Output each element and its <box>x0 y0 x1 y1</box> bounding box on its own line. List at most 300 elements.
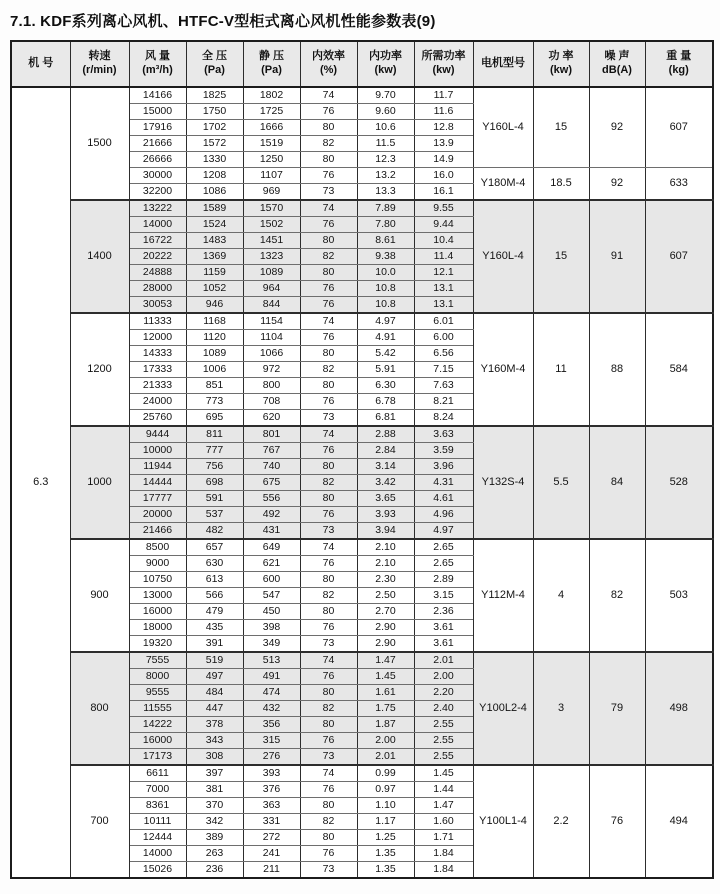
static-pressure-cell: 1451 <box>243 233 300 249</box>
internal-power-cell: 1.61 <box>357 685 414 701</box>
total-pressure-cell: 519 <box>186 652 243 669</box>
efficiency-cell: 76 <box>300 297 357 314</box>
air-volume-cell: 17916 <box>129 120 186 136</box>
required-power-cell: 10.4 <box>414 233 473 249</box>
efficiency-cell: 82 <box>300 249 357 265</box>
static-pressure-cell: 1666 <box>243 120 300 136</box>
efficiency-cell: 76 <box>300 620 357 636</box>
internal-power-cell: 2.00 <box>357 733 414 749</box>
air-volume-cell: 25760 <box>129 410 186 427</box>
static-pressure-cell: 331 <box>243 814 300 830</box>
required-power-cell: 11.6 <box>414 104 473 120</box>
static-pressure-cell: 1089 <box>243 265 300 281</box>
static-pressure-cell: 276 <box>243 749 300 766</box>
col-header-label: 重 量 <box>666 50 692 63</box>
internal-power-cell: 13.2 <box>357 168 414 184</box>
efficiency-cell: 80 <box>300 378 357 394</box>
required-power-cell: 7.15 <box>414 362 473 378</box>
static-pressure-cell: 393 <box>243 765 300 782</box>
required-power-cell: 14.9 <box>414 152 473 168</box>
efficiency-cell: 80 <box>300 120 357 136</box>
required-power-cell: 1.47 <box>414 798 473 814</box>
total-pressure-cell: 370 <box>186 798 243 814</box>
motor-model-cell: Y160L-4 <box>473 87 533 168</box>
total-pressure-cell: 342 <box>186 814 243 830</box>
weight-cell: 607 <box>645 200 713 313</box>
static-pressure-cell: 513 <box>243 652 300 669</box>
air-volume-cell: 9555 <box>129 685 186 701</box>
efficiency-cell: 74 <box>300 200 357 217</box>
total-pressure-cell: 236 <box>186 862 243 879</box>
efficiency-cell: 80 <box>300 798 357 814</box>
col-header-required-power <box>414 41 473 87</box>
col-header-speed <box>70 41 129 87</box>
motor-model-cell: Y180M-4 <box>473 168 533 201</box>
speed-cell: 1200 <box>70 313 129 426</box>
required-power-cell: 1.60 <box>414 814 473 830</box>
static-pressure-cell: 1570 <box>243 200 300 217</box>
total-pressure-cell: 811 <box>186 426 243 443</box>
internal-power-cell: 6.78 <box>357 394 414 410</box>
air-volume-cell: 15000 <box>129 104 186 120</box>
total-pressure-cell: 630 <box>186 556 243 572</box>
total-pressure-cell: 756 <box>186 459 243 475</box>
air-volume-cell: 24888 <box>129 265 186 281</box>
efficiency-cell: 82 <box>300 701 357 717</box>
motor-power-cell: 15 <box>533 87 589 168</box>
efficiency-cell: 74 <box>300 539 357 556</box>
efficiency-cell: 80 <box>300 491 357 507</box>
internal-power-cell: 8.61 <box>357 233 414 249</box>
fan-table-body <box>11 87 713 878</box>
col-header-air-volume <box>129 41 186 87</box>
total-pressure-cell: 657 <box>186 539 243 556</box>
required-power-cell: 6.56 <box>414 346 473 362</box>
air-volume-cell: 6611 <box>129 765 186 782</box>
internal-power-cell: 7.80 <box>357 217 414 233</box>
internal-power-cell: 12.3 <box>357 152 414 168</box>
air-volume-cell: 14222 <box>129 717 186 733</box>
efficiency-cell: 80 <box>300 346 357 362</box>
internal-power-cell: 4.97 <box>357 313 414 330</box>
required-power-cell: 6.01 <box>414 313 473 330</box>
efficiency-cell: 76 <box>300 733 357 749</box>
static-pressure-cell: 398 <box>243 620 300 636</box>
efficiency-cell: 80 <box>300 152 357 168</box>
col-header-static-pressure <box>243 41 300 87</box>
static-pressure-cell: 708 <box>243 394 300 410</box>
total-pressure-cell: 1208 <box>186 168 243 184</box>
static-pressure-cell: 972 <box>243 362 300 378</box>
internal-power-cell: 2.90 <box>357 636 414 653</box>
air-volume-cell: 12444 <box>129 830 186 846</box>
air-volume-cell: 21466 <box>129 523 186 540</box>
total-pressure-cell: 1006 <box>186 362 243 378</box>
col-header-weight <box>645 41 713 87</box>
required-power-cell: 12.8 <box>414 120 473 136</box>
static-pressure-cell: 969 <box>243 184 300 201</box>
fan-performance-table <box>10 40 714 879</box>
air-volume-cell: 24000 <box>129 394 186 410</box>
air-volume-cell: 20222 <box>129 249 186 265</box>
col-header-label: 转速 <box>88 50 111 63</box>
efficiency-cell: 74 <box>300 87 357 104</box>
static-pressure-cell: 1107 <box>243 168 300 184</box>
required-power-cell: 1.44 <box>414 782 473 798</box>
col-header-unit: (Pa) <box>261 64 282 76</box>
total-pressure-cell: 695 <box>186 410 243 427</box>
weight-cell: 528 <box>645 426 713 539</box>
total-pressure-cell: 1159 <box>186 265 243 281</box>
internal-power-cell: 5.91 <box>357 362 414 378</box>
air-volume-cell: 10000 <box>129 443 186 459</box>
total-pressure-cell: 479 <box>186 604 243 620</box>
total-pressure-cell: 447 <box>186 701 243 717</box>
static-pressure-cell: 450 <box>243 604 300 620</box>
internal-power-cell: 1.47 <box>357 652 414 669</box>
efficiency-cell: 76 <box>300 669 357 685</box>
air-volume-cell: 11555 <box>129 701 186 717</box>
table-row <box>11 313 713 330</box>
internal-power-cell: 1.87 <box>357 717 414 733</box>
internal-power-cell: 3.42 <box>357 475 414 491</box>
motor-power-cell: 15 <box>533 200 589 313</box>
total-pressure-cell: 1702 <box>186 120 243 136</box>
required-power-cell: 16.1 <box>414 184 473 201</box>
air-volume-cell: 7000 <box>129 782 186 798</box>
total-pressure-cell: 1052 <box>186 281 243 297</box>
total-pressure-cell: 397 <box>186 765 243 782</box>
motor-model-cell: Y100L1-4 <box>473 765 533 878</box>
required-power-cell: 2.65 <box>414 556 473 572</box>
efficiency-cell: 82 <box>300 475 357 491</box>
required-power-cell: 1.45 <box>414 765 473 782</box>
internal-power-cell: 7.89 <box>357 200 414 217</box>
internal-power-cell: 4.91 <box>357 330 414 346</box>
motor-model-cell: Y160L-4 <box>473 200 533 313</box>
internal-power-cell: 2.70 <box>357 604 414 620</box>
col-header-unit: (kw) <box>432 64 455 76</box>
internal-power-cell: 9.38 <box>357 249 414 265</box>
total-pressure-cell: 435 <box>186 620 243 636</box>
col-header-machine-no <box>11 41 70 87</box>
static-pressure-cell: 432 <box>243 701 300 717</box>
air-volume-cell: 10111 <box>129 814 186 830</box>
internal-power-cell: 2.88 <box>357 426 414 443</box>
static-pressure-cell: 492 <box>243 507 300 523</box>
static-pressure-cell: 315 <box>243 733 300 749</box>
internal-power-cell: 3.14 <box>357 459 414 475</box>
required-power-cell: 4.61 <box>414 491 473 507</box>
air-volume-cell: 13222 <box>129 200 186 217</box>
internal-power-cell: 11.5 <box>357 136 414 152</box>
col-header-label: 内功率 <box>369 50 402 63</box>
air-volume-cell: 9000 <box>129 556 186 572</box>
efficiency-cell: 73 <box>300 523 357 540</box>
air-volume-cell: 20000 <box>129 507 186 523</box>
efficiency-cell: 76 <box>300 556 357 572</box>
air-volume-cell: 15026 <box>129 862 186 879</box>
noise-cell: 92 <box>589 87 645 168</box>
air-volume-cell: 17333 <box>129 362 186 378</box>
required-power-cell: 2.01 <box>414 652 473 669</box>
motor-model-cell: Y112M-4 <box>473 539 533 652</box>
total-pressure-cell: 613 <box>186 572 243 588</box>
total-pressure-cell: 591 <box>186 491 243 507</box>
total-pressure-cell: 1825 <box>186 87 243 104</box>
required-power-cell: 9.55 <box>414 200 473 217</box>
efficiency-cell: 76 <box>300 443 357 459</box>
efficiency-cell: 76 <box>300 104 357 120</box>
required-power-cell: 3.96 <box>414 459 473 475</box>
total-pressure-cell: 497 <box>186 669 243 685</box>
speed-cell: 700 <box>70 765 129 878</box>
air-volume-cell: 10750 <box>129 572 186 588</box>
internal-power-cell: 2.90 <box>357 620 414 636</box>
air-volume-cell: 14000 <box>129 217 186 233</box>
static-pressure-cell: 620 <box>243 410 300 427</box>
motor-model-cell: Y132S-4 <box>473 426 533 539</box>
required-power-cell: 3.61 <box>414 636 473 653</box>
static-pressure-cell: 241 <box>243 846 300 862</box>
table-row <box>11 765 713 782</box>
static-pressure-cell: 349 <box>243 636 300 653</box>
col-header-unit: (kg) <box>668 64 689 76</box>
total-pressure-cell: 391 <box>186 636 243 653</box>
noise-cell: 91 <box>589 200 645 313</box>
noise-cell: 84 <box>589 426 645 539</box>
internal-power-cell: 13.3 <box>357 184 414 201</box>
total-pressure-cell: 381 <box>186 782 243 798</box>
motor-power-cell: 18.5 <box>533 168 589 201</box>
internal-power-cell: 2.01 <box>357 749 414 766</box>
efficiency-cell: 76 <box>300 846 357 862</box>
total-pressure-cell: 484 <box>186 685 243 701</box>
static-pressure-cell: 1066 <box>243 346 300 362</box>
internal-power-cell: 1.45 <box>357 669 414 685</box>
col-header-label: 静 压 <box>258 50 285 63</box>
required-power-cell: 3.59 <box>414 443 473 459</box>
noise-cell: 79 <box>589 652 645 765</box>
required-power-cell: 13.1 <box>414 297 473 314</box>
col-header-unit: (kw) <box>550 64 572 76</box>
efficiency-cell: 73 <box>300 410 357 427</box>
motor-power-cell: 11 <box>533 313 589 426</box>
required-power-cell: 1.71 <box>414 830 473 846</box>
internal-power-cell: 3.94 <box>357 523 414 540</box>
noise-cell: 76 <box>589 765 645 878</box>
col-header-unit: dB(A) <box>602 64 632 76</box>
required-power-cell: 12.1 <box>414 265 473 281</box>
air-volume-cell: 8000 <box>129 669 186 685</box>
efficiency-cell: 74 <box>300 765 357 782</box>
total-pressure-cell: 851 <box>186 378 243 394</box>
air-volume-cell: 17173 <box>129 749 186 766</box>
total-pressure-cell: 946 <box>186 297 243 314</box>
efficiency-cell: 82 <box>300 136 357 152</box>
required-power-cell: 2.89 <box>414 572 473 588</box>
internal-power-cell: 0.99 <box>357 765 414 782</box>
col-header-label: 电机型号 <box>481 57 525 70</box>
efficiency-cell: 80 <box>300 572 357 588</box>
total-pressure-cell: 777 <box>186 443 243 459</box>
static-pressure-cell: 1519 <box>243 136 300 152</box>
air-volume-cell: 32200 <box>129 184 186 201</box>
total-pressure-cell: 308 <box>186 749 243 766</box>
air-volume-cell: 17777 <box>129 491 186 507</box>
weight-cell: 584 <box>645 313 713 426</box>
total-pressure-cell: 482 <box>186 523 243 540</box>
internal-power-cell: 6.81 <box>357 410 414 427</box>
total-pressure-cell: 773 <box>186 394 243 410</box>
efficiency-cell: 76 <box>300 217 357 233</box>
internal-power-cell: 5.42 <box>357 346 414 362</box>
required-power-cell: 4.96 <box>414 507 473 523</box>
col-header-label: 功 率 <box>548 50 574 63</box>
efficiency-cell: 80 <box>300 717 357 733</box>
static-pressure-cell: 1154 <box>243 313 300 330</box>
total-pressure-cell: 389 <box>186 830 243 846</box>
page-title: 7.1. KDF系列离心风机、HTFC-V型柜式离心风机性能参数表(9) <box>10 13 436 30</box>
efficiency-cell: 82 <box>300 362 357 378</box>
col-header-motor-model <box>473 41 533 87</box>
total-pressure-cell: 1086 <box>186 184 243 201</box>
required-power-cell: 2.40 <box>414 701 473 717</box>
required-power-cell: 3.61 <box>414 620 473 636</box>
required-power-cell: 11.7 <box>414 87 473 104</box>
required-power-cell: 3.15 <box>414 588 473 604</box>
internal-power-cell: 2.30 <box>357 572 414 588</box>
internal-power-cell: 10.8 <box>357 281 414 297</box>
total-pressure-cell: 1330 <box>186 152 243 168</box>
air-volume-cell: 8500 <box>129 539 186 556</box>
motor-power-cell: 4 <box>533 539 589 652</box>
weight-cell: 607 <box>645 87 713 168</box>
col-header-unit: (kw) <box>374 64 397 76</box>
efficiency-cell: 82 <box>300 588 357 604</box>
noise-cell: 92 <box>589 168 645 201</box>
motor-power-cell: 3 <box>533 652 589 765</box>
static-pressure-cell: 801 <box>243 426 300 443</box>
motor-power-cell: 5.5 <box>533 426 589 539</box>
required-power-cell: 1.84 <box>414 862 473 879</box>
air-volume-cell: 8361 <box>129 798 186 814</box>
total-pressure-cell: 1369 <box>186 249 243 265</box>
static-pressure-cell: 740 <box>243 459 300 475</box>
air-volume-cell: 21666 <box>129 136 186 152</box>
col-header-unit: (r/min) <box>82 64 117 76</box>
required-power-cell: 8.24 <box>414 410 473 427</box>
static-pressure-cell: 491 <box>243 669 300 685</box>
static-pressure-cell: 356 <box>243 717 300 733</box>
motor-model-cell: Y160M-4 <box>473 313 533 426</box>
internal-power-cell: 1.17 <box>357 814 414 830</box>
efficiency-cell: 74 <box>300 652 357 669</box>
efficiency-cell: 73 <box>300 184 357 201</box>
air-volume-cell: 14444 <box>129 475 186 491</box>
col-header-unit: (%) <box>319 64 338 76</box>
table-row <box>11 200 713 217</box>
total-pressure-cell: 537 <box>186 507 243 523</box>
required-power-cell: 2.00 <box>414 669 473 685</box>
required-power-cell: 4.31 <box>414 475 473 491</box>
required-power-cell: 7.63 <box>414 378 473 394</box>
air-volume-cell: 21333 <box>129 378 186 394</box>
required-power-cell: 2.20 <box>414 685 473 701</box>
col-header-label: 全 压 <box>201 50 228 63</box>
col-header-label: 内效率 <box>312 50 345 63</box>
table-row <box>11 652 713 669</box>
weight-cell: 503 <box>645 539 713 652</box>
efficiency-cell: 76 <box>300 281 357 297</box>
internal-power-cell: 1.35 <box>357 862 414 879</box>
col-header-power <box>533 41 589 87</box>
noise-cell: 82 <box>589 539 645 652</box>
air-volume-cell: 14333 <box>129 346 186 362</box>
efficiency-cell: 76 <box>300 782 357 798</box>
required-power-cell: 4.97 <box>414 523 473 540</box>
internal-power-cell: 1.25 <box>357 830 414 846</box>
static-pressure-cell: 272 <box>243 830 300 846</box>
static-pressure-cell: 844 <box>243 297 300 314</box>
static-pressure-cell: 675 <box>243 475 300 491</box>
static-pressure-cell: 800 <box>243 378 300 394</box>
efficiency-cell: 76 <box>300 394 357 410</box>
efficiency-cell: 76 <box>300 168 357 184</box>
internal-power-cell: 6.30 <box>357 378 414 394</box>
internal-power-cell: 2.84 <box>357 443 414 459</box>
required-power-cell: 2.55 <box>414 717 473 733</box>
weight-cell: 498 <box>645 652 713 765</box>
required-power-cell: 2.36 <box>414 604 473 620</box>
efficiency-cell: 80 <box>300 685 357 701</box>
internal-power-cell: 10.6 <box>357 120 414 136</box>
internal-power-cell: 1.10 <box>357 798 414 814</box>
air-volume-cell: 30053 <box>129 297 186 314</box>
col-header-total-pressure <box>186 41 243 87</box>
air-volume-cell: 14000 <box>129 846 186 862</box>
required-power-cell: 2.55 <box>414 749 473 766</box>
air-volume-cell: 18000 <box>129 620 186 636</box>
total-pressure-cell: 1524 <box>186 217 243 233</box>
static-pressure-cell: 1323 <box>243 249 300 265</box>
machine-number-cell: 6.3 <box>11 87 70 878</box>
speed-cell: 1000 <box>70 426 129 539</box>
static-pressure-cell: 1104 <box>243 330 300 346</box>
col-header-label: 风 量 <box>144 50 171 63</box>
air-volume-cell: 26666 <box>129 152 186 168</box>
required-power-cell: 16.0 <box>414 168 473 184</box>
air-volume-cell: 16000 <box>129 604 186 620</box>
static-pressure-cell: 211 <box>243 862 300 879</box>
total-pressure-cell: 566 <box>186 588 243 604</box>
internal-power-cell: 10.8 <box>357 297 414 314</box>
internal-power-cell: 10.0 <box>357 265 414 281</box>
col-header-internal-power <box>357 41 414 87</box>
motor-power-cell: 2.2 <box>533 765 589 878</box>
efficiency-cell: 80 <box>300 233 357 249</box>
static-pressure-cell: 767 <box>243 443 300 459</box>
static-pressure-cell: 376 <box>243 782 300 798</box>
total-pressure-cell: 343 <box>186 733 243 749</box>
air-volume-cell: 30000 <box>129 168 186 184</box>
internal-power-cell: 3.93 <box>357 507 414 523</box>
total-pressure-cell: 378 <box>186 717 243 733</box>
table-row <box>11 539 713 556</box>
static-pressure-cell: 1250 <box>243 152 300 168</box>
air-volume-cell: 16722 <box>129 233 186 249</box>
required-power-cell: 3.63 <box>414 426 473 443</box>
